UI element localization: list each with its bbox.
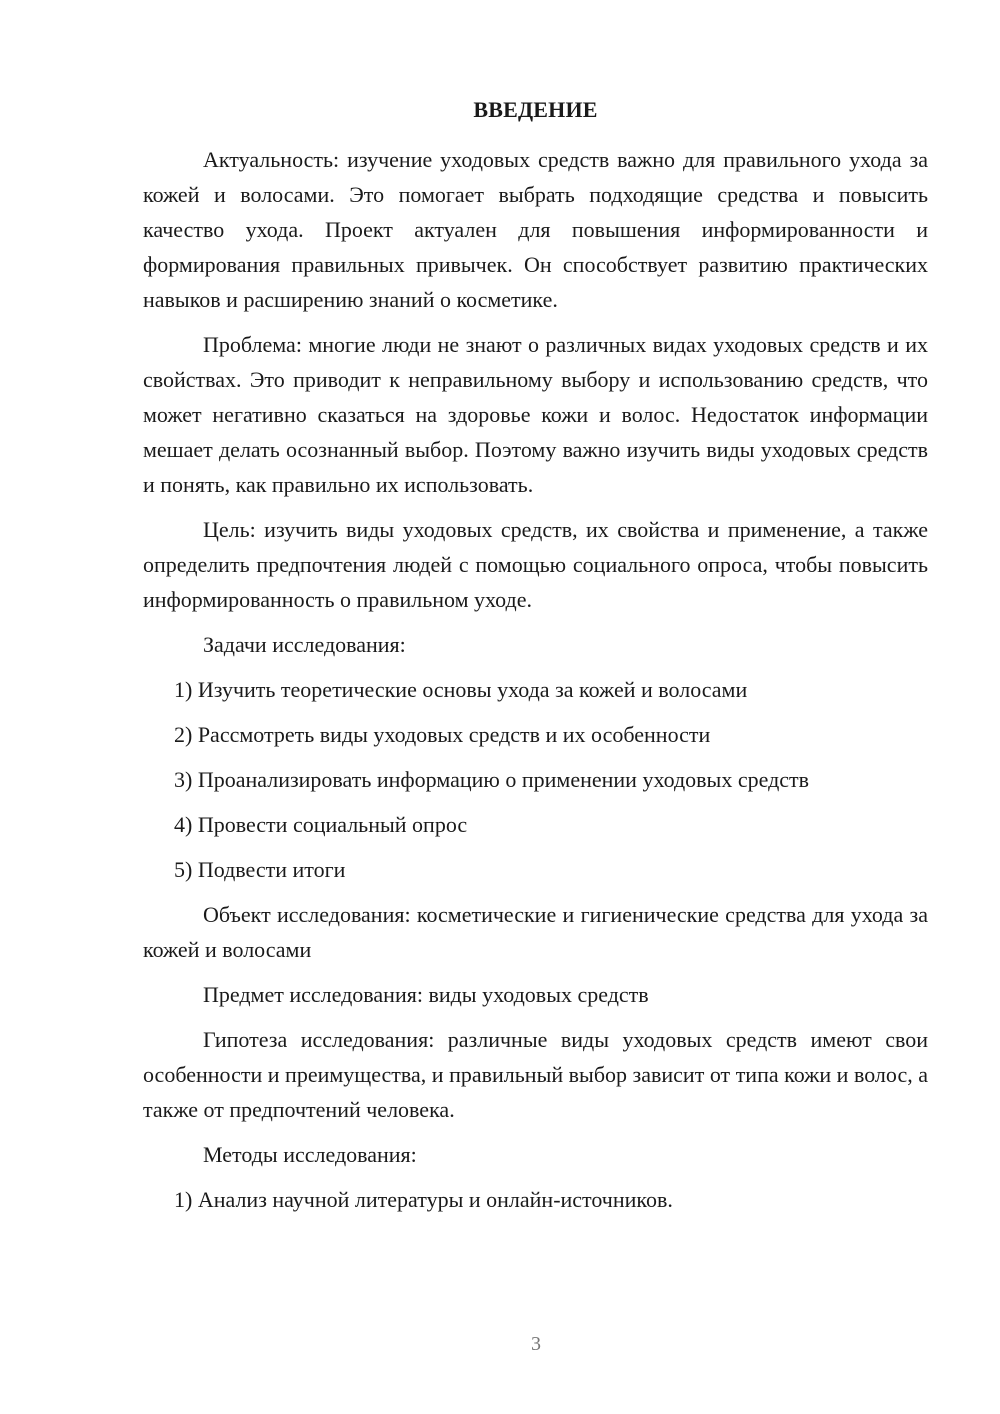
hypothesis-paragraph: Гипотеза исследования: различные виды уходовых средств имеют свои особенности и преимущества, и правильный выбор зависит от типа кожи и волос, а также от предпочтений человека. (143, 1027, 928, 1122)
methods-list (143, 1182, 928, 1217)
tasks-heading: Задачи исследования: (203, 632, 406, 657)
methods-heading: Методы исследования: (203, 1142, 417, 1167)
task-item: 2) Рассмотреть виды уходовых средств и их особенности (174, 722, 711, 747)
goal-paragraph: Цель: изучить виды уходовых средств, их свойства и применение, а также определить предпочтения людей с помощью социального опроса, чтобы повысить информированность о правильном уходе. (143, 517, 928, 612)
task-item: 4) Провести социальный опрос (174, 812, 468, 837)
tasks-list (143, 672, 928, 887)
page-number: 3 (531, 1333, 541, 1355)
section-title: ВВЕДЕНИЕ (473, 97, 598, 122)
task-item: 1) Изучить теоретические основы ухода за кожей и волосами (174, 677, 748, 702)
method-item: 1) Анализ научной литературы и онлайн-источников. (174, 1187, 673, 1212)
task-item: 3) Проанализировать информацию о применении уходовых средств (174, 767, 810, 792)
task-item: 5) Подвести итоги (174, 857, 346, 882)
problem-paragraph: Проблема: многие люди не знают о различных видах уходовых средств и их свойствах. Это приводит к неправильному выбору и использованию средств, что может негативно сказаться на здоровье кожи и волос. Недостаток информации мешает делать осознанный выбор. Поэтому важно изучить виды уходовых средств и понять, как правильно их использовать. (143, 332, 928, 497)
document-page (143, 94, 928, 1227)
relevance-paragraph: Актуальность: изучение уходовых средств важно для правильного ухода за кожей и волосами. Это помогает выбрать подходящие средства и повысить качество ухода. Проект актуален для повышения информированности и формирования правильных привычек. Он способствует развитию практических навыков и расширению знаний о косметике. (143, 147, 928, 312)
subject-paragraph: Предмет исследования: виды уходовых средств (203, 982, 649, 1007)
object-paragraph: Объект исследования: косметические и гигиенические средства для ухода за кожей и волосами (143, 902, 928, 962)
